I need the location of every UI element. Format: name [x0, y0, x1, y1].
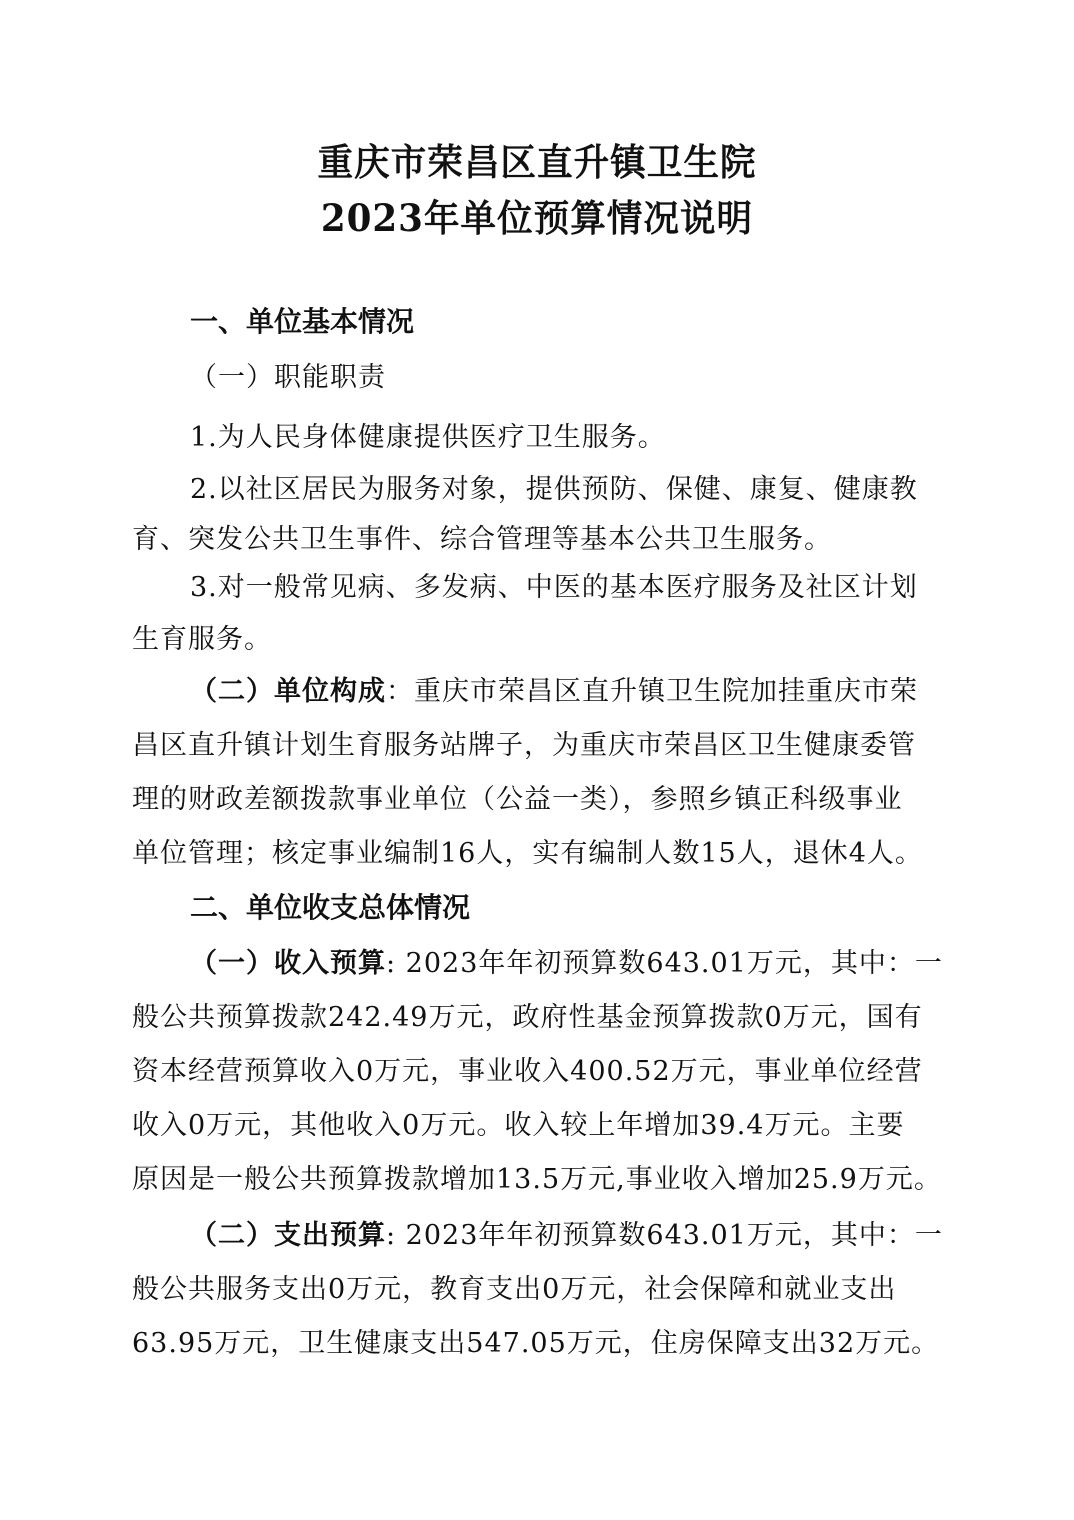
subheading-functions: （一）职能职责	[190, 362, 386, 393]
function-item-3-line-1: 3.对一般常见病、多发病、中医的基本医疗服务及社区计划	[190, 572, 918, 603]
document-title-line-2: 2023年单位预算情况说明	[320, 196, 754, 240]
unit-composition-line-1	[190, 672, 918, 712]
function-item-2-line-2: 育、突发公共卫生事件、综合管理等基本公共卫生服务。	[132, 524, 832, 555]
income-budget-label: （一）收入预算	[190, 948, 386, 979]
unit-composition-text: ：重庆市荣昌区直升镇卫生院加挂重庆市荣	[386, 676, 918, 707]
unit-composition-line-3: 理的财政差额拨款事业单位（公益一类），参照乡镇正科级事业	[132, 784, 903, 815]
function-item-1: 1.为人民身体健康提供医疗卫生服务。	[190, 422, 666, 453]
unit-composition-line-2: 昌区直升镇计划生育服务站牌子，为重庆市荣昌区卫生健康委管	[132, 730, 916, 761]
unit-composition-label: （二）单位构成	[190, 676, 386, 707]
expense-budget-label: （二）支出预算	[190, 1220, 386, 1251]
document-title-line-1: 重庆市荣昌区直升镇卫生院	[317, 140, 757, 184]
income-budget-line-2: 般公共预算拨款242.49万元，政府性基金预算拨款0万元，国有	[132, 1002, 923, 1033]
expense-budget-line-2: 般公共服务支出0万元，教育支出0万元，社会保障和就业支出	[132, 1274, 897, 1305]
expense-budget-text: : 2023年年初预算数643.01万元，其中：一	[386, 1220, 943, 1251]
income-budget-line-5: 原因是一般公共预算拨款增加13.5万元,事业收入增加25.9万元。	[132, 1164, 942, 1195]
income-budget-text: : 2023年年初预算数643.01万元，其中：一	[386, 948, 943, 979]
expense-budget-line-3: 63.95万元，卫生健康支出547.05万元，住房保障支出32万元。	[132, 1328, 940, 1359]
expense-budget-line-1	[190, 1216, 943, 1256]
function-item-2-line-1: 2.以社区居民为服务对象，提供预防、保健、康复、健康教	[190, 474, 918, 505]
function-item-3-line-2: 生育服务。	[132, 624, 272, 655]
income-budget-line-1	[190, 944, 943, 984]
income-budget-line-4: 收入0万元，其他收入0万元。收入较上年增加39.4万元。主要	[132, 1110, 905, 1141]
unit-composition-line-4: 单位管理；核定事业编制16人，实有编制人数15人，退休4人。	[132, 838, 923, 869]
income-budget-line-3: 资本经营预算收入0万元，事业收入400.52万元，事业单位经营	[132, 1056, 923, 1087]
section-heading-basic-info: 一、单位基本情况	[190, 305, 415, 338]
section-heading-budget-overview: 二、单位收支总体情况	[190, 891, 471, 924]
